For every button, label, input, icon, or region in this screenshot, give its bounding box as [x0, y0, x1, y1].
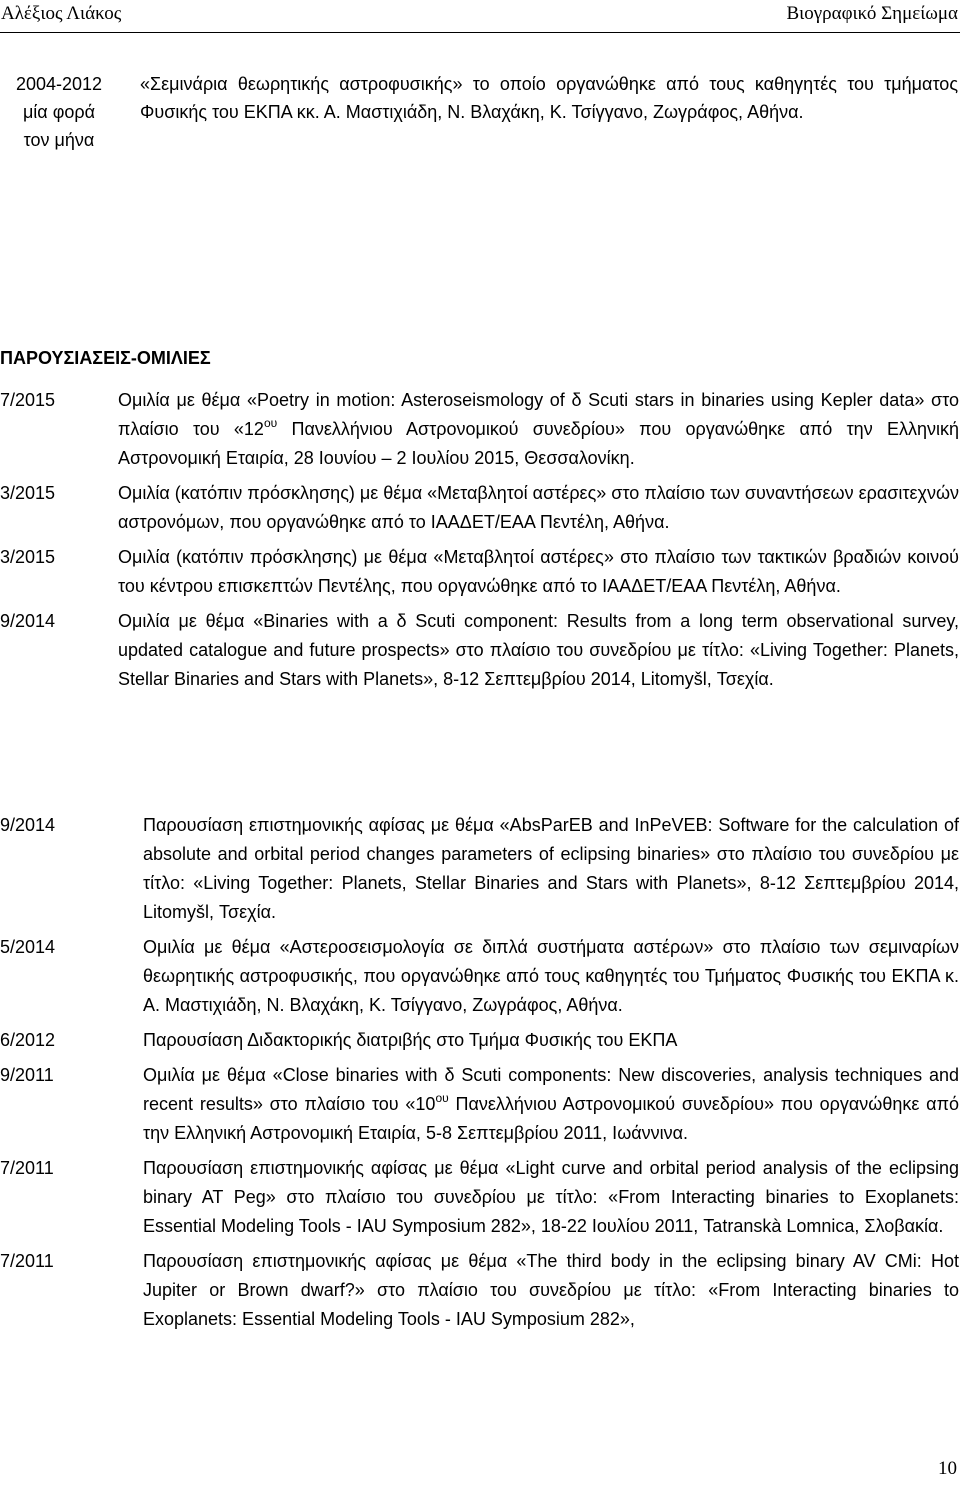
entry-date: 9/2014 — [0, 815, 56, 835]
list-item — [0, 1247, 960, 1334]
intro-text: «Σεμινάρια θεωρητικής αστροφυσικής» το οποίο οργανώθηκε από τους καθηγητές του τμήματος Φυσικής του ΕΚΠΑ κκ. Α. Μαστιχιάδη, Ν. Βλαχάκη, Κ. Τσίγγανο, Ζωγράφος, Αθήνα. — [140, 74, 958, 122]
list-item — [0, 386, 960, 473]
entry-text: Παρουσίαση επιστημονικής αφίσας με θέμα «Light curve and orbital period analysis of the eclipsing binary AT Peg» στο πλαίσιο του συνεδρίου με τίτλο: «From Interacting binaries to Exoplanets: Essential Modeling Tools - IAU Symposium 282», 18-22 Ιουλίου 2011, Tatranskà Lomnica, Σλοβακία. — [143, 1158, 959, 1236]
intro-date — [0, 70, 118, 154]
entry-text: Ομιλία (κατόπιν πρόσκλησης) με θέμα «Μεταβλητοί αστέρες» στο πλαίσιο των τακτικών βραδιών κοινού του κέντρου επισκεπτών Πεντέλης, που οργανώθηκε από το ΙΑΑΔΕΤ/ΕΑΑ Πεντέλη, Αθήνα. — [118, 547, 959, 596]
entry-text: Ομιλία με θέμα «Αστεροσεισμολογία σε διπλά συστήματα αστέρων» στο πλαίσιο των σεμιναρίων θεωρητικής αστροφυσικής, που οργανώθηκε από τους καθηγητές του Τμήματος Φυσικής του ΕΚΠΑ κ. Α. Μαστιχιάδη, Ν. Βλαχάκη, Κ. Τσίγγανο, Ζωγράφος, Αθήνα. — [143, 937, 959, 1015]
entry-text: Ομιλία (κατόπιν πρόσκλησης) με θέμα «Μεταβλητοί αστέρες» στο πλαίσιο των συναντήσεων ερασιτεχνών αστρονόμων, που οργανώθηκε από το ΙΑΑΔΕΤ/ΕΑΑ Πεντέλη, Αθήνα. — [118, 483, 959, 532]
entry-text-part: Ομιλία με θέμα «Poetry in motion: Asteroseismology of δ Scuti stars in binaries using Kepler data» στο πλαίσιο του «12 — [118, 390, 959, 439]
entry-date: 7/2015 — [0, 390, 56, 410]
list-item — [0, 607, 960, 694]
entry-date: 9/2014 — [0, 611, 56, 631]
entry-text-part: Πανελλήνιου Αστρονομικού συνεδρίου» που οργανώθηκε από την Ελληνική Αστρονομική Εταιρία, 28 Ιουνίου – 2 Ιουλίου 2015, Θεσσαλονίκη. — [118, 419, 959, 468]
list-item — [0, 933, 960, 1020]
entry-date: 7/2011 — [0, 1158, 54, 1178]
entry-text-part: Ομιλία με θέμα «Close binaries with δ Scuti components: New discoveries, analysis techniques and recent results» στο πλαίσιο του «10 — [143, 1065, 959, 1114]
entries-list — [0, 811, 960, 1340]
entry-text: Παρουσίαση επιστημονικής αφίσας με θέμα «The third body in the eclipsing binary AV CMi: Hot Jupiter or Brown dwarf?» στο πλαίσιο του συνεδρίου με τίτλο: «From Interacting binaries to Exoplanets: Essential Modeling Tools - IAU Symposium 282», — [143, 1251, 959, 1329]
intro-date-line: μία φορά — [22, 102, 96, 122]
entry-date: 3/2015 — [0, 483, 56, 503]
page-number: 10 — [938, 1458, 957, 1479]
header-doc-title: Βιογραφικό Σημείωμα — [786, 3, 958, 24]
entry-date: 7/2011 — [0, 1251, 54, 1271]
section-title: ΠΑΡΟΥΣΙΑΣΕΙΣ-ΟΜΙΛΙΕΣ — [0, 348, 211, 368]
header-author: Αλέξιος Λιάκος — [1, 3, 122, 24]
entry-text — [143, 1061, 959, 1148]
header-rule — [0, 32, 960, 33]
entry-date: 9/2011 — [0, 1065, 54, 1085]
entry-date: 5/2014 — [0, 937, 56, 957]
entry-text — [118, 386, 959, 473]
entry-text: Παρουσίαση επιστημονικής αφίσας με θέμα «AbsParEB and InPeVEB: Software for the calculation of absolute and orbital period changes parameters of eclipsing binaries» στο πλαίσιο του συνεδρίου με τίτλο: «Living Together: Planets, Stellar Binaries and Stars with Planets», 8-12 Σεπτεμβρίου 2014, Litomyšl, Τσεχία. — [143, 815, 959, 922]
entry-text: Παρουσίαση Διδακτορικής διατριβής στο Τμήμα Φυσικής του ΕΚΠΑ — [143, 1030, 678, 1050]
entry-date: 6/2012 — [0, 1030, 56, 1050]
intro-date-line: 2004-2012 — [15, 74, 103, 94]
intro-date-line: τον μήνα — [23, 130, 95, 150]
entry-superscript: ου — [435, 1091, 449, 1105]
list-item — [0, 1026, 960, 1055]
list-item — [0, 1154, 960, 1241]
entry-text-part: Πανελλήνιου Αστρονομικού συνεδρίου» που οργανώθηκε από την Ελληνική Αστρονομική Εταιρία, 5-8 Σεπτεμβρίου 2011, Ιωάννινα. — [143, 1094, 960, 1143]
list-item — [0, 543, 960, 601]
entries-list — [0, 386, 960, 700]
entry-date: 3/2015 — [0, 547, 56, 567]
entry-superscript: ου — [263, 416, 278, 430]
list-item — [0, 479, 960, 537]
list-item — [0, 811, 960, 927]
list-item — [0, 1061, 960, 1148]
entry-text: Ομιλία με θέμα «Binaries with a δ Scuti component: Results from a long term observational survey, updated catalogue and future prospects» στο πλαίσιο του συνεδρίου με τίτλο: «Living Together: Planets, Stellar Binaries and Stars with Planets», 8-12 Σεπτεμβρίου 2014, Litomyšl, Τσεχία. — [118, 611, 959, 689]
